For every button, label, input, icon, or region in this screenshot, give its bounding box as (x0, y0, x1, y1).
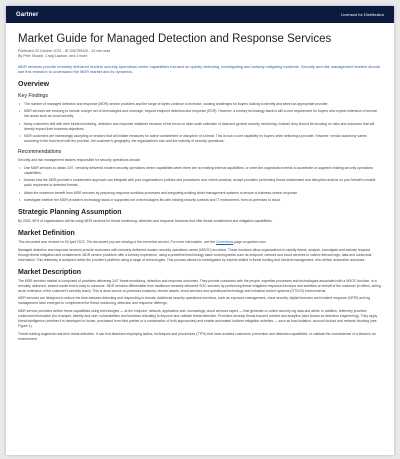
gartner-logo[interactable]: Gartner (16, 11, 39, 18)
list-item: • Many customers feel with their threat monitoring, detection and response initiatives because of the focus on wide-scale collection of data and generic security monitoring. Instead, they should be focusing on risks and outcomes that will directly impact their business objectives. (18, 122, 382, 132)
overview-heading: Overview (18, 80, 50, 88)
key-findings-list (18, 102, 382, 144)
market-definition-text: Managed detection and response services provide customers with remotely delivered modern security operations center (MSOC) functions. These functions allow organizations to rapidly detect, analyze, investigate and actively respond through threat mitigation and containment. MDR service providers offer a turnkey experience, using a predefined technology stack covering areas such as endpoint, network and cloud services to collect relevant logs, data and contextual information. This telemetry is analyzed within the provider's platform using a range of technologies. This process allows for investigation by experts skilled in threat hunting and incident management, who deliver actionable outcomes. (18, 247, 372, 262)
revision-note-suffix: page on gartner.com. (233, 239, 267, 244)
published-line: Published 20 October 2021 - ID G00759420 - 24 min read (18, 49, 111, 54)
top-bar (6, 6, 394, 23)
list-item: • The number of managed detection and response (MDR) service providers and the range of styles continue to increase, causing challenges for buyers looking to identify and select an appropriate provider. (18, 102, 382, 107)
recommendations-heading: Recommendations (18, 148, 62, 155)
document-page (6, 6, 394, 455)
authors-line[interactable]: By Pete Shoard, Craig Lawson, and 4 more (18, 54, 88, 59)
market-description-paragraph: MDR services are designed to reduce the time between detecting and responding to threats. Additional security operations functions, such as exposure management, cloud security, digital forensics and incident response (DFIR) and log management have emerged to complement the threat monitoring, detection and response offerings. (18, 296, 371, 306)
list-item: • Attain the maximum benefit from MDR services by preparing response workflow processes and integrating existing ticket management systems to ensure a business-centric response. (18, 191, 382, 196)
license-label: Licensed for Distribution (341, 12, 384, 17)
recommendations-intro: Security and risk management leaders responsible for security operations should: (18, 157, 141, 162)
list-item: • Use MDR services to obtain 24/7, remotely delivered modern security operations center capabilities when there are no existing internal capabilities, or when the organization needs to accelerate or augment existing security operations capabilities. (18, 166, 382, 176)
spa-heading: Strategic Planning Assumption (18, 208, 122, 216)
spa-text: By 2025, 50% of organizations will be using MDR services for threat monitoring, detection and response functions that offer threat containment and mitigation capabilities. (18, 218, 273, 223)
article-content (6, 23, 394, 342)
list-item: • MDR services are evolving to include a larger set of technologies and coverage, beyond endpoint detection and response (EDR). However, a turnkey technology stack is still a core requirement for buyers who expect extension of service into areas such as cloud security. (18, 109, 382, 119)
market-description-paragraph: MDR service providers deliver these capabilities using technologies — at the endpoint, network, application and, increasingly, cloud services layers — that generate or collect security log data and alerts. In addition, telemetry provides contextual information (for example, identity and user, vulnerabilities and business criticality) to improve and validate threat detection. Providers develop threat-focused content and analytics (also known as detection engineering). They apply threat intelligence (whether it is developed in-house, purchased from third parties or a combination of both approaches) and enable automated incident mitigation activities — such as host isolation, account lockout and network blocking (see Figure 1). (18, 309, 378, 329)
list-item: • Investigate whether the MDR provider's technology stack or supported set of technologies fits with existing security controls and IT environment, from on-premises to cloud. (18, 198, 382, 203)
summary-text: MDR services provide remotely delivered modern security operations center capabilities focused on quickly detecting, investigating and actively mitigating incidents. Security and risk management leaders should use this research to understand the MDR market and its dynamics. (18, 63, 380, 75)
market-description-heading: Market Description (18, 268, 82, 276)
corrections-link[interactable]: Corrections (215, 239, 234, 244)
list-item: • Assess how the MDR provider's containment approach can integrate with your organization's policies and procedures and, where practical, accept providers performing threat containment and disruption actions on your behalf to enable quick responses to detected threats. (18, 178, 382, 188)
list-item: • MDR customers are increasingly accepting of vendors that will initiate measures for active containment or disruption of a threat. This is now a core capability for buyers when selecting a provider. However, vendor autonomy varies according to the trust level with the provider, the customer's geography, the organization's size and the maturity of security operations. (18, 134, 382, 144)
market-definition-heading: Market Definition (18, 229, 75, 237)
market-description-paragraph: The MDR services market is composed of providers delivering 24/7 threat monitoring, detection and response outcomes. They provide customers with the people, expertise processes and technologies associated with a MSOC function, in a remotely delivered, shared model that is easy to consume. MDR services differentiate from traditional remotely delivered SOC services by performing threat mitigation response functions and activities on behalf of the customer (in effect, acting as an extension of the customer's security team). This is done across on-premises locations, remote assets, cloud services and operational technology and industrial control systems (OT/ICS) environments. (18, 278, 381, 293)
market-description-paragraph: Threat hunting augments real-time threat detection. It can find attackers employing tactics, techniques and procedures (TTPs) that have avoided customers' prevention and detection capabilities, or validate the nonexistence of a threat in an environment. (18, 332, 376, 342)
revision-note-prefix: This document was revised on 06 April 2022. The document you are viewing is the corrected version. For more information, see the (18, 239, 216, 244)
recommendations-list (18, 166, 382, 203)
key-findings-heading: Key Findings (18, 92, 48, 99)
page-title: Market Guide for Managed Detection and Response Services (18, 33, 332, 45)
revision-note (18, 240, 382, 245)
